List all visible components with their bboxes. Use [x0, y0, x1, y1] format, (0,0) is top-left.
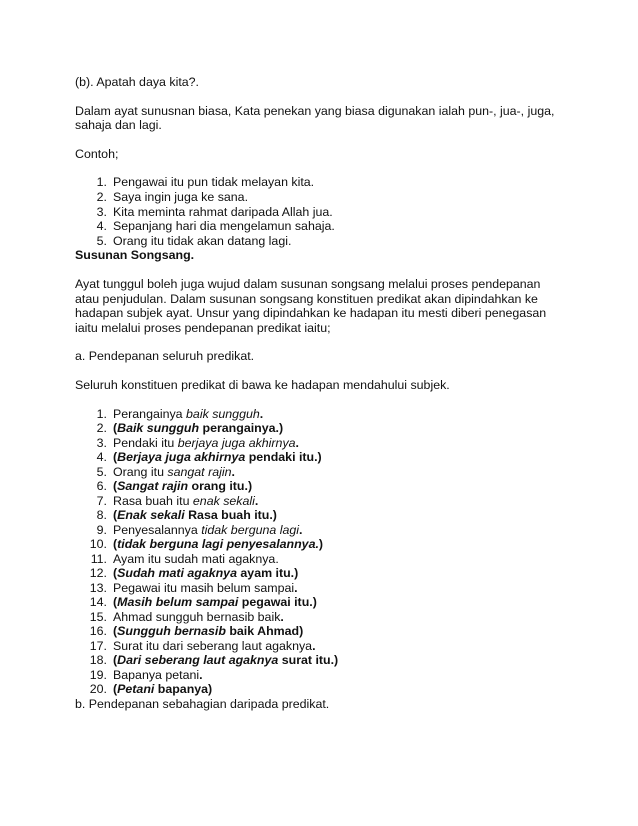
- predicate-example-item: [75, 624, 565, 639]
- plain-segment: (: [113, 508, 118, 522]
- italic-predicate-segment: Petani: [117, 682, 155, 696]
- tail-segment: .: [295, 435, 299, 450]
- predicate-example-text: [113, 639, 316, 654]
- predicate-example-item: [75, 436, 565, 451]
- plain-segment: Pegawai itu masih belum sampai: [113, 580, 295, 595]
- predicate-example-text: [113, 523, 302, 538]
- list-number: 6.: [96, 479, 107, 493]
- predicate-example-item: [75, 523, 565, 538]
- italic-predicate-segment: Sungguh bernasib: [117, 624, 226, 638]
- example-text: Pengawai itu pun tidak melayan kita.: [113, 175, 315, 190]
- predicate-example-text: [113, 508, 277, 523]
- predicate-example-item: [75, 508, 565, 523]
- tail-segment: perangainya.): [199, 421, 284, 435]
- tail-segment: .: [254, 493, 259, 508]
- italic-predicate-segment: Enak sekali: [117, 508, 185, 522]
- predicate-example-item: [75, 552, 565, 567]
- plain-segment: Ayam itu sudah mati agaknya.: [113, 551, 279, 566]
- tail-segment: ayam itu.): [236, 566, 299, 580]
- example-item: [75, 219, 565, 234]
- plain-segment: Ahmad sungguh bernasib baik: [113, 609, 281, 624]
- tail-segment: .: [231, 464, 235, 479]
- plain-segment: Perangainya: [113, 406, 187, 421]
- italic-predicate-segment: berjaya juga akhirnya: [177, 435, 296, 450]
- example-text: Orang itu tidak akan datang lagi.: [113, 233, 292, 248]
- italic-predicate-segment: Berjaya juga akhirnya: [117, 450, 246, 464]
- list-number: 2.: [96, 421, 107, 435]
- plain-segment: Pendaki itu: [113, 435, 178, 450]
- italic-predicate-segment: Sangat rajin: [117, 479, 189, 493]
- italic-predicate-segment: sangat rajin: [167, 464, 232, 479]
- list-number: 13.: [89, 580, 107, 595]
- predicate-example-text: [113, 610, 284, 625]
- predicate-example-text: [113, 552, 279, 567]
- predicate-example-item: [75, 465, 565, 480]
- predicate-example-item: [75, 668, 565, 683]
- predicate-example-text: [113, 566, 298, 581]
- italic-predicate-segment: Sudah mati agaknya: [117, 566, 237, 580]
- italic-predicate-segment: Baik sungguh: [117, 421, 200, 435]
- example-item: [75, 190, 565, 205]
- list-number: 10.: [89, 537, 107, 551]
- tail-segment: bapanya): [154, 682, 213, 696]
- list-number: 2.: [96, 189, 107, 204]
- list-number: 5.: [96, 233, 107, 248]
- example-text: Sepanjang hari dia mengelamun sahaja.: [113, 219, 335, 234]
- predicate-example-text: [113, 581, 298, 596]
- tail-segment: .: [294, 580, 298, 595]
- contoh-label: Contoh;: [75, 146, 119, 161]
- predicate-example-text: [113, 407, 263, 422]
- list-number: 8.: [96, 508, 107, 522]
- predicate-example-text: [113, 624, 303, 639]
- plain-segment: (: [113, 566, 118, 580]
- plain-segment: Bapanya petani: [113, 667, 200, 682]
- list-number: 12.: [89, 566, 107, 580]
- predicate-example-text: [113, 494, 258, 509]
- predicate-example-item: [75, 421, 565, 436]
- heading-susunan-songsang: Susunan Songsang.: [75, 248, 195, 263]
- document-content: [75, 75, 565, 711]
- plain-segment: Orang itu: [113, 464, 168, 479]
- predicate-example-item: [75, 639, 565, 654]
- predicate-example-text: [113, 465, 235, 480]
- list-number: 4.: [96, 219, 107, 234]
- plain-segment: (: [113, 537, 118, 551]
- example-item: [75, 175, 565, 190]
- plain-segment: (: [113, 421, 118, 435]
- list-number: 3.: [96, 435, 107, 450]
- list-number: 16.: [89, 624, 107, 638]
- italic-predicate-segment: tidak berguna lagi penyesalannya.: [117, 537, 319, 551]
- tail-segment: .: [259, 406, 264, 421]
- example-text: Saya ingin juga ke sana.: [113, 189, 249, 204]
- list-number: 5.: [96, 464, 107, 479]
- plain-segment: Penyesalannya: [113, 522, 202, 537]
- plain-segment: (: [113, 479, 118, 493]
- plain-segment: Rasa buah itu: [113, 493, 193, 508]
- list-number: 3.: [96, 204, 107, 219]
- list-number: 17.: [89, 638, 107, 653]
- tail-segment: surat itu.): [278, 653, 339, 667]
- tail-segment: baik Ahmad): [225, 624, 304, 638]
- section-a-description: Seluruh konstituen predikat di bawa ke hadapan mendahului subjek.: [75, 377, 450, 392]
- plain-segment: Surat itu dari seberang laut agaknya: [113, 638, 313, 653]
- plain-segment: (: [113, 653, 118, 667]
- list-number: 9.: [96, 522, 107, 537]
- italic-predicate-segment: Masih belum sampai: [117, 595, 239, 609]
- predicate-example-list: [75, 407, 565, 697]
- predicate-example-text: [113, 595, 317, 610]
- predicate-example-text: [113, 479, 252, 494]
- predicate-example-item: [75, 653, 565, 668]
- tail-segment: .: [312, 638, 316, 653]
- example-item: [75, 234, 565, 249]
- predicate-example-text: [113, 421, 283, 436]
- list-number: 20.: [89, 682, 107, 696]
- predicate-example-text: [113, 436, 299, 451]
- list-number: 14.: [89, 595, 107, 609]
- list-number: 1.: [96, 406, 107, 421]
- tail-segment: ): [318, 537, 324, 551]
- predicate-example-item: [75, 450, 565, 465]
- predicate-example-text: [113, 653, 338, 668]
- plain-segment: (: [113, 450, 118, 464]
- list-number: 19.: [89, 667, 107, 682]
- list-number: 11.: [90, 551, 107, 566]
- list-number: 1.: [96, 175, 107, 190]
- section-b2-title: b. Pendepanan sebahagian daripada predikat.: [75, 696, 330, 711]
- predicate-example-item: [75, 581, 565, 596]
- tail-segment: Rasa buah itu.): [184, 508, 277, 522]
- predicate-example-item: [75, 494, 565, 509]
- tail-segment: .: [299, 522, 303, 537]
- tail-segment: orang itu.): [188, 479, 253, 493]
- list-number: 15.: [89, 609, 107, 624]
- example-text: Kita meminta rahmat daripada Allah jua.: [113, 204, 333, 219]
- predicate-example-text: [113, 450, 322, 465]
- predicate-example-item: [75, 537, 565, 552]
- tail-segment: pegawai itu.): [238, 595, 317, 609]
- italic-predicate-segment: baik sungguh: [186, 406, 260, 421]
- example-list: [75, 175, 565, 248]
- predicate-example-item: [75, 610, 565, 625]
- predicate-example-item: [75, 407, 565, 422]
- example-item: [75, 205, 565, 220]
- predicate-example-text: [113, 668, 203, 683]
- italic-predicate-segment: Dari seberang laut agaknya: [117, 653, 279, 667]
- section-b-title: (b). Apatah daya kita?.: [75, 75, 199, 89]
- list-number: 18.: [89, 653, 107, 667]
- predicate-example-item: [75, 595, 565, 610]
- tail-segment: pendaki itu.): [245, 450, 322, 464]
- predicate-example-text: [113, 537, 323, 552]
- plain-segment: (: [113, 595, 118, 609]
- italic-predicate-segment: tidak berguna lagi: [201, 522, 300, 537]
- songsang-paragraph: Ayat tunggul boleh juga wujud dalam susunan songsang melalui proses pendepanan atau penjudulan. Dalam susunan songsang konstituen predikat akan dipindahkan ke hadapan subjek ayat. Unsur yang dipindahkan ke hadapan itu mesti diberi penegasan iaitu melalui proses pendepanan predikat iaitu;: [75, 276, 547, 335]
- italic-predicate-segment: enak sekali: [192, 493, 255, 508]
- section-a-title: a. Pendepanan seluruh predikat.: [75, 349, 255, 364]
- intro-paragraph: Dalam ayat sunusnan biasa, Kata penekan yang biasa digunakan ialah pun-, jua-, juga, sahaja dan lagi.: [75, 103, 555, 133]
- tail-segment: .: [280, 609, 284, 624]
- list-number: 4.: [96, 450, 107, 464]
- predicate-example-text: [113, 682, 212, 697]
- plain-segment: (: [113, 682, 118, 696]
- list-number: 7.: [96, 493, 107, 508]
- tail-segment: .: [199, 667, 203, 682]
- predicate-example-item: [75, 479, 565, 494]
- predicate-example-item: [75, 566, 565, 581]
- plain-segment: (: [113, 624, 118, 638]
- predicate-example-item: [75, 682, 565, 697]
